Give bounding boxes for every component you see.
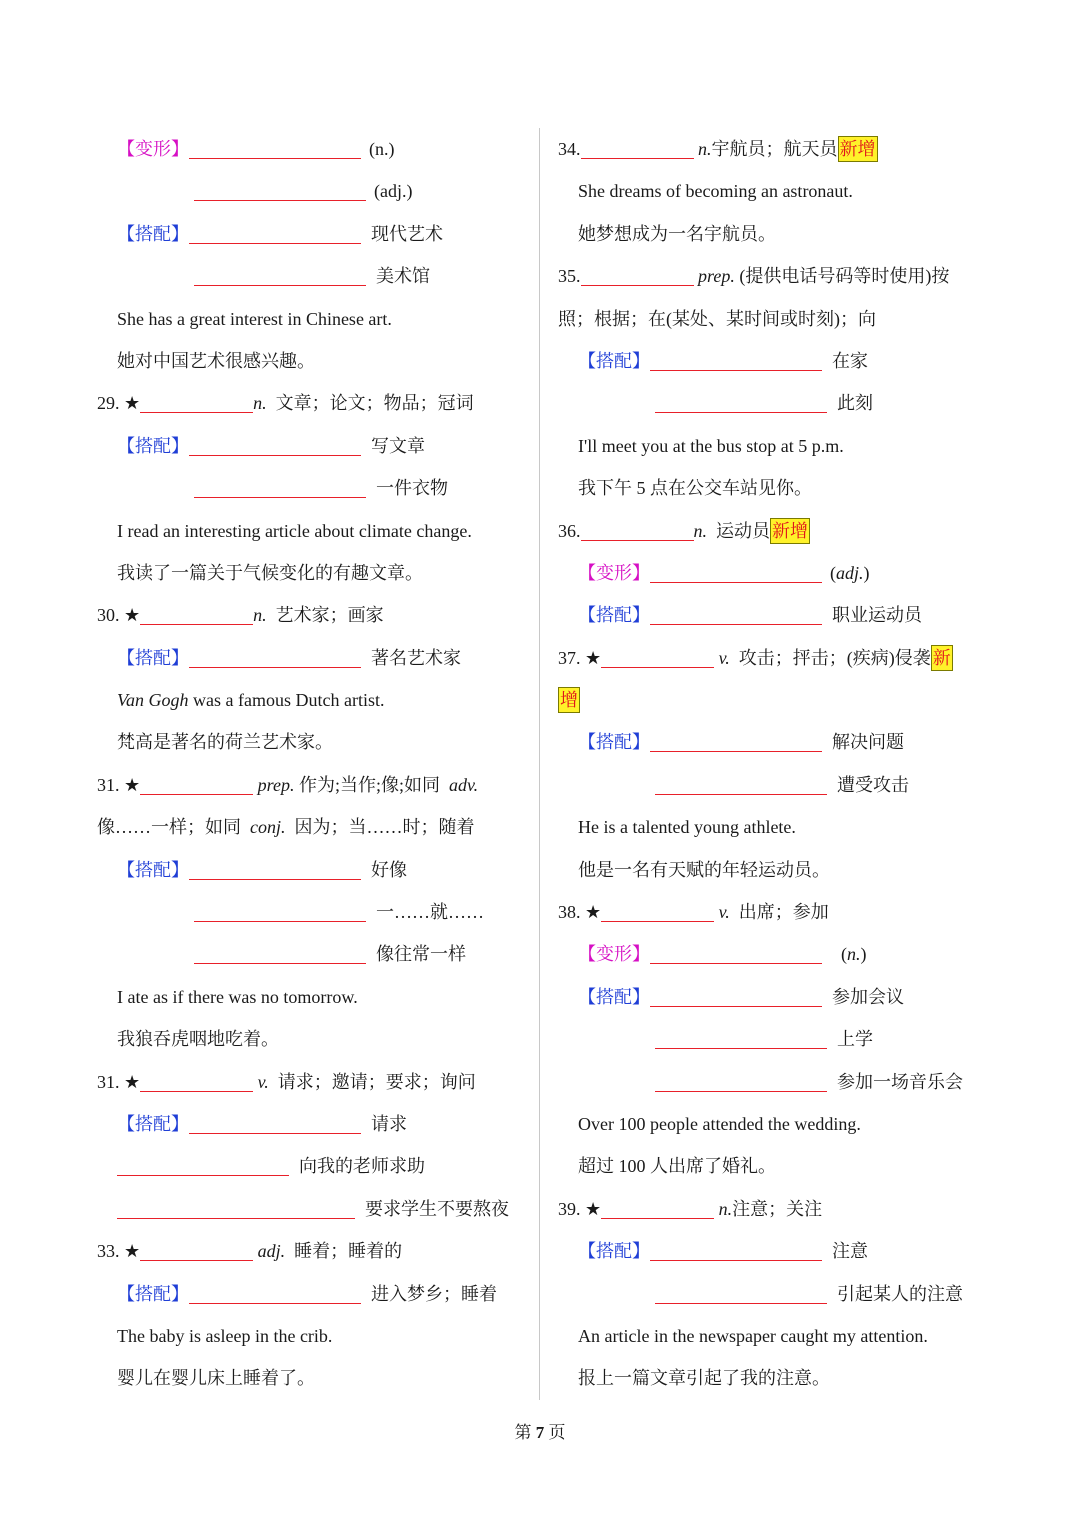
answer-blank[interactable] <box>140 386 253 413</box>
pos-label: conj. <box>250 817 286 838</box>
new-word-badge: 新增 <box>838 136 878 162</box>
entry-number: 31. <box>97 774 120 795</box>
entry-line <box>97 1188 529 1230</box>
collocation-text: 此刻 <box>837 393 873 414</box>
pos-label: v. <box>718 647 730 668</box>
word-entry-39 <box>558 1188 988 1230</box>
entry-line <box>97 806 529 848</box>
example-en: He is a talented young athlete. <box>578 817 796 838</box>
example-zh: 梵高是著名的荷兰艺术家。 <box>117 732 333 753</box>
pos-label: n. <box>253 605 267 626</box>
definition: 文章；论文；物品；冠词 <box>275 393 474 414</box>
pos-label: adj. <box>257 1241 286 1262</box>
definition: 因为；当……时；随着 <box>294 817 475 838</box>
answer-blank[interactable] <box>194 895 366 922</box>
entry-line <box>97 213 529 255</box>
entry-line <box>558 933 988 975</box>
word-entry-35 <box>558 255 988 297</box>
star-icon: ★ <box>124 1241 141 1262</box>
example-zh: 报上一篇文章引起了我的注意。 <box>578 1368 830 1389</box>
collocation-text: 一件衣物 <box>376 478 448 499</box>
definition: 像……一样；如同 <box>97 817 241 838</box>
word-entry-37 <box>558 637 988 679</box>
word-entry-30 <box>97 594 529 636</box>
definition: 照；根据；在(某处、某时间或时刻)；向 <box>558 308 876 329</box>
answer-blank[interactable] <box>655 1065 827 1092</box>
dapei-tag: 【搭配】 <box>578 986 650 1007</box>
dapei-tag: 【搭配】 <box>578 1241 650 1262</box>
collocation-text: 遭受攻击 <box>837 774 909 795</box>
answer-blank[interactable] <box>581 259 694 286</box>
entry-number: 38. <box>558 902 581 923</box>
definition: 注意；关注 <box>732 1198 823 1219</box>
star-icon: ★ <box>585 647 602 668</box>
answer-blank[interactable] <box>140 768 253 795</box>
answer-blank[interactable] <box>650 344 822 371</box>
pos-suffix: (adj.) <box>374 181 413 202</box>
entry-line <box>97 467 529 509</box>
example-zh: 我狼吞虎咽地吃着。 <box>117 1029 279 1050</box>
answer-blank[interactable] <box>189 853 361 880</box>
word-entry-29 <box>97 382 529 424</box>
dapei-tag: 【搭配】 <box>578 605 650 626</box>
footer-prefix: 第 <box>514 1423 532 1442</box>
collocation-text: 向我的老师求助 <box>299 1156 425 1177</box>
right-column <box>558 128 988 1400</box>
entry-line <box>97 128 529 170</box>
example-en <box>97 679 529 721</box>
definition: 睡着；睡着的 <box>294 1241 403 1262</box>
answer-blank[interactable] <box>581 514 694 541</box>
page-footer <box>0 1418 1080 1443</box>
page-number: 7 <box>535 1423 545 1442</box>
entry-line <box>558 1061 988 1103</box>
star-icon: ★ <box>585 902 602 923</box>
answer-blank[interactable] <box>194 259 366 286</box>
answer-blank[interactable] <box>650 556 822 583</box>
entry-line <box>558 382 988 424</box>
example-rest: was a famous Dutch artist. <box>188 690 385 711</box>
definition: 攻击；抨击；(疾病)侵袭 <box>738 647 931 668</box>
answer-blank[interactable] <box>189 217 361 244</box>
definition: 作为;当作;像;如同 <box>298 774 440 795</box>
pos-label: prep. <box>257 774 295 795</box>
example-zh: 我读了一篇关于气候变化的有趣文章。 <box>117 562 423 583</box>
answer-blank[interactable] <box>655 768 827 795</box>
word-entry-31 <box>97 764 529 806</box>
pos-label: n. <box>693 520 707 541</box>
entry-number: 29. <box>97 393 120 414</box>
definition: (提供电话号码等时使用)按 <box>739 266 950 287</box>
collocation-text: 现代艺术 <box>371 223 443 244</box>
answer-blank[interactable] <box>117 1149 289 1176</box>
bianxing-tag: 【变形】 <box>578 944 650 965</box>
answer-blank[interactable] <box>601 641 714 668</box>
star-icon: ★ <box>124 774 141 795</box>
example-en: I ate as if there was no tomorrow. <box>117 986 358 1007</box>
example-zh: 超过 100 人出席了婚礼。 <box>578 1156 776 1177</box>
star-icon: ★ <box>124 1071 141 1092</box>
new-word-badge: 新 <box>931 645 953 671</box>
pos-label: n. <box>718 1198 733 1219</box>
entry-line <box>558 298 988 340</box>
collocation-text: 写文章 <box>371 435 425 456</box>
entry-line <box>97 1273 529 1315</box>
bianxing-tag: 【变形】 <box>578 562 650 583</box>
new-word-badge: 增 <box>558 687 580 713</box>
entry-line <box>558 1230 988 1272</box>
entry-number: 34. <box>558 139 581 159</box>
collocation-text: 参加一场音乐会 <box>837 1071 963 1092</box>
entry-number: 35. <box>558 266 581 287</box>
dapei-tag: 【搭配】 <box>117 1283 189 1304</box>
star-icon: ★ <box>124 393 141 414</box>
example-en: I read an interesting article about climate change. <box>117 520 472 541</box>
answer-blank[interactable] <box>194 937 366 964</box>
example-en: She dreams of becoming an astronaut. <box>578 181 853 202</box>
pos-suffix: n. <box>847 944 861 965</box>
entry-line <box>97 637 529 679</box>
entry-line <box>558 764 988 806</box>
answer-blank[interactable] <box>601 895 714 922</box>
pos-label: n. <box>253 393 267 414</box>
answer-blank[interactable] <box>650 980 822 1007</box>
answer-blank[interactable] <box>581 132 694 159</box>
collocation-text: 职业运动员 <box>832 605 922 626</box>
word-entry-34 <box>558 128 988 170</box>
collocation-text: 引起某人的注意 <box>837 1283 963 1304</box>
pos-suffix: (n.) <box>369 139 395 159</box>
dapei-tag: 【搭配】 <box>578 732 650 753</box>
collocation-text: 要求学生不要熬夜 <box>365 1198 509 1219</box>
answer-blank[interactable] <box>189 1277 361 1304</box>
dapei-tag: 【搭配】 <box>578 350 650 371</box>
column-divider <box>539 128 540 1400</box>
pos-label: prep. <box>698 266 735 287</box>
entry-line <box>558 1018 988 1060</box>
collocation-text: 上学 <box>837 1029 873 1050</box>
answer-blank[interactable] <box>601 1192 714 1219</box>
entry-line <box>558 552 988 594</box>
definition: 请求；邀请；要求；询问 <box>277 1071 476 1092</box>
entry-line <box>558 721 988 763</box>
paren: ) <box>863 562 870 583</box>
word-entry-31b <box>97 1061 529 1103</box>
collocation-text: 进入梦乡；睡着 <box>371 1283 497 1304</box>
dapei-tag: 【搭配】 <box>117 859 189 880</box>
collocation-text: 在家 <box>832 350 868 371</box>
star-icon: ★ <box>585 1198 602 1219</box>
example-zh: 她对中国艺术很感兴趣。 <box>117 350 315 371</box>
entry-line <box>97 933 529 975</box>
answer-blank[interactable] <box>189 132 361 159</box>
entry-number: 37. <box>558 647 581 668</box>
word-entry-38 <box>558 891 988 933</box>
entry-line <box>97 1103 529 1145</box>
entry-line <box>97 1145 529 1187</box>
example-en: Over 100 people attended the wedding. <box>578 1113 861 1134</box>
collocation-text: 请求 <box>371 1113 407 1134</box>
pos-label: n. <box>698 139 712 159</box>
example-zh: 婴儿在婴儿床上睡着了。 <box>117 1368 315 1389</box>
answer-blank[interactable] <box>140 1065 253 1092</box>
example-en: The baby is asleep in the crib. <box>117 1325 333 1346</box>
paren: ) <box>860 944 867 965</box>
entry-line <box>558 340 988 382</box>
entry-line <box>558 594 988 636</box>
answer-blank[interactable] <box>140 598 253 625</box>
collocation-text: 解决问题 <box>832 732 904 753</box>
bianxing-tag: 【变形】 <box>117 139 189 159</box>
entry-line <box>97 255 529 297</box>
answer-blank[interactable] <box>189 641 361 668</box>
entry-number: 30. <box>97 605 120 626</box>
example-en: I'll meet you at the bus stop at 5 p.m. <box>578 435 844 456</box>
entry-line <box>558 976 988 1018</box>
pos-suffix: adj. <box>836 562 864 583</box>
answer-blank[interactable] <box>140 1234 253 1261</box>
answer-blank[interactable] <box>189 1107 361 1134</box>
star-icon: ★ <box>124 605 141 626</box>
dapei-tag: 【搭配】 <box>117 1113 189 1134</box>
answer-blank[interactable] <box>650 1234 822 1261</box>
entry-line <box>558 679 988 721</box>
entry-line <box>97 170 529 212</box>
dapei-tag: 【搭配】 <box>117 647 189 668</box>
answer-blank[interactable] <box>655 1022 827 1049</box>
collocation-text: 美术馆 <box>376 266 430 287</box>
example-en: An article in the newspaper caught my attention. <box>578 1325 928 1346</box>
collocation-text: 一……就…… <box>376 902 484 923</box>
example-italic: Van Gogh <box>117 690 189 711</box>
entry-number: 39. <box>558 1198 581 1219</box>
entry-line <box>97 425 529 467</box>
entry-line <box>558 1273 988 1315</box>
collocation-text: 像往常一样 <box>376 944 466 965</box>
entry-number: 36. <box>558 520 581 541</box>
answer-blank[interactable] <box>189 429 361 456</box>
answer-blank[interactable] <box>194 471 366 498</box>
example-zh: 我下午 5 点在公交车站见你。 <box>578 478 812 499</box>
word-entry-33 <box>97 1230 529 1272</box>
paren: ( <box>841 944 847 965</box>
footer-suffix: 页 <box>548 1423 566 1442</box>
collocation-text: 好像 <box>371 859 407 880</box>
entry-line <box>97 891 529 933</box>
answer-blank[interactable] <box>650 937 822 964</box>
pos-label: v. <box>718 902 730 923</box>
example-en: She has a great interest in Chinese art. <box>117 308 392 329</box>
answer-blank[interactable] <box>194 174 366 201</box>
entry-number: 33. <box>97 1241 120 1262</box>
left-column <box>97 128 529 1400</box>
example-zh: 她梦想成为一名宇航员。 <box>578 223 776 244</box>
collocation-text: 注意 <box>832 1241 868 1262</box>
example-zh: 他是一名有天赋的年轻运动员。 <box>578 859 830 880</box>
answer-blank[interactable] <box>655 386 827 413</box>
pos-label: adv. <box>448 774 479 795</box>
pos-label: v. <box>257 1071 269 1092</box>
answer-blank[interactable] <box>650 598 822 625</box>
dapei-tag: 【搭配】 <box>117 223 189 244</box>
definition: 宇航员；航天员 <box>711 139 838 159</box>
collocation-text: 参加会议 <box>832 986 904 1007</box>
definition: 艺术家；画家 <box>275 605 384 626</box>
answer-blank[interactable] <box>117 1192 355 1219</box>
definition: 运动员 <box>716 520 770 541</box>
answer-blank[interactable] <box>650 725 822 752</box>
entry-line <box>97 849 529 891</box>
answer-blank[interactable] <box>655 1277 827 1304</box>
definition: 出席；参加 <box>738 902 829 923</box>
dapei-tag: 【搭配】 <box>117 435 189 456</box>
new-word-badge: 新增 <box>770 518 810 544</box>
entry-number: 31. <box>97 1071 120 1092</box>
word-entry-36 <box>558 510 988 552</box>
collocation-text: 著名艺术家 <box>371 647 461 668</box>
paren: ( <box>830 562 836 583</box>
